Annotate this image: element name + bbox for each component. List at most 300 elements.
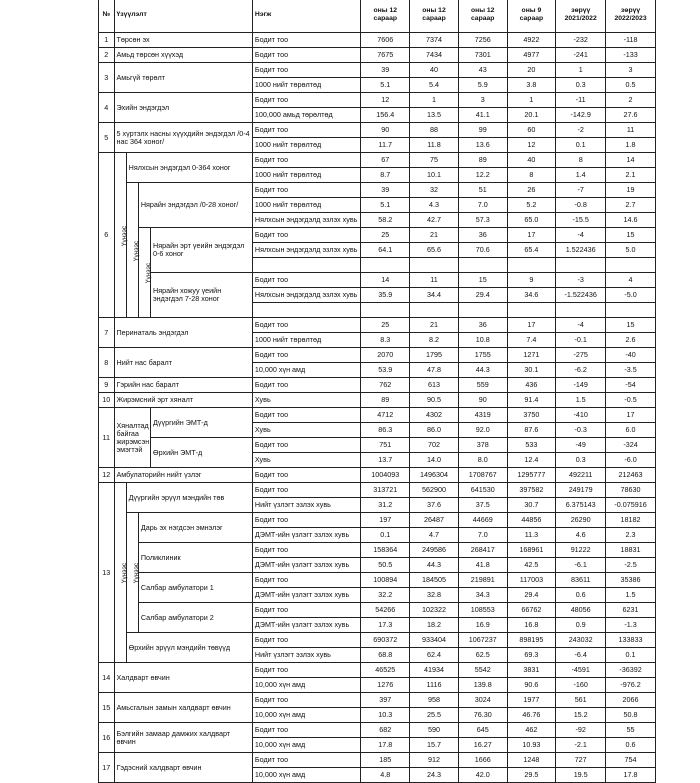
value-cell-4: 17 bbox=[507, 228, 556, 243]
value-cell-5: 83611 bbox=[556, 573, 606, 588]
value-cell-2: 75 bbox=[410, 153, 459, 168]
value-cell-1: 25 bbox=[361, 318, 410, 333]
unit-cell: Бодит тоо bbox=[252, 603, 361, 618]
value-cell-3: 16.9 bbox=[458, 618, 507, 633]
unit-cell: Бодит тоо bbox=[252, 378, 361, 393]
table-row bbox=[99, 63, 656, 78]
value-cell-2: 42.7 bbox=[410, 213, 459, 228]
value-cell-6: 2 bbox=[606, 93, 656, 108]
value-cell-4: 69.3 bbox=[507, 648, 556, 663]
vertical-label-text: Үүнээс bbox=[145, 262, 153, 284]
value-cell-3: 34.3 bbox=[458, 588, 507, 603]
header-col-5: зөрүү 2021/2022 bbox=[556, 0, 606, 33]
empty-cell bbox=[410, 303, 459, 318]
unit-cell: 1000 нийт төрөлтөд bbox=[252, 138, 361, 153]
value-cell-3: 44669 bbox=[458, 513, 507, 528]
value-cell-1: 8.3 bbox=[361, 333, 410, 348]
header-indicator: Үзүүлэлт bbox=[114, 0, 252, 33]
value-cell-5: -410 bbox=[556, 408, 606, 423]
unit-cell: Бодит тоо bbox=[252, 573, 361, 588]
value-cell-5: 0.3 bbox=[556, 453, 606, 468]
value-cell-3: 7256 bbox=[458, 33, 507, 48]
value-cell-3: 268417 bbox=[458, 543, 507, 558]
value-cell-3: 378 bbox=[458, 438, 507, 453]
indicator-label: 5 хүртэлх насны хүүхдийн эндэгдэл /0-4 нас 364 хоног/ bbox=[114, 123, 252, 153]
table-row bbox=[99, 273, 656, 288]
table-row bbox=[99, 318, 656, 333]
header-unit: Нэгж bbox=[252, 0, 361, 33]
row-number: 12 bbox=[99, 468, 115, 483]
table-row bbox=[99, 603, 656, 618]
value-cell-6: 78630 bbox=[606, 483, 656, 498]
value-cell-1: 4.8 bbox=[361, 768, 410, 783]
indicator-label: Нярайн хожуу үеийн эндэгдэл 7-28 хоног bbox=[151, 273, 253, 318]
value-cell-4: 20 bbox=[507, 63, 556, 78]
value-cell-2: 21 bbox=[410, 228, 459, 243]
value-cell-1: 13.7 bbox=[361, 453, 410, 468]
table-row bbox=[99, 723, 656, 738]
value-cell-4: 44856 bbox=[507, 513, 556, 528]
value-cell-3: 1755 bbox=[458, 348, 507, 363]
unit-cell: Бодит тоо bbox=[252, 48, 361, 63]
value-cell-6: 14 bbox=[606, 153, 656, 168]
unit-cell: ДЭМТ-ийн үзлэгт эзлэх хувь bbox=[252, 588, 361, 603]
value-cell-4: 29.4 bbox=[507, 588, 556, 603]
value-cell-1: 185 bbox=[361, 753, 410, 768]
value-cell-1: 5.1 bbox=[361, 198, 410, 213]
value-cell-4: 9 bbox=[507, 273, 556, 288]
sub-indicator-label: Өрхийн ЭМТ-д bbox=[151, 438, 253, 468]
value-cell-2: 86.0 bbox=[410, 423, 459, 438]
table-row bbox=[99, 633, 656, 648]
value-cell-5: -7 bbox=[556, 183, 606, 198]
unit-cell: 1000 нийт төрөлтөд bbox=[252, 168, 361, 183]
statistics-table bbox=[98, 0, 656, 783]
table-row bbox=[99, 693, 656, 708]
value-cell-6: 6.0 bbox=[606, 423, 656, 438]
value-cell-2: 32.8 bbox=[410, 588, 459, 603]
value-cell-3: 139.8 bbox=[458, 678, 507, 693]
value-cell-1: 10.3 bbox=[361, 708, 410, 723]
value-cell-6: 50.8 bbox=[606, 708, 656, 723]
value-cell-2: 41934 bbox=[410, 663, 459, 678]
value-cell-5: -92 bbox=[556, 723, 606, 738]
value-cell-5: -241 bbox=[556, 48, 606, 63]
value-cell-1: 64.1 bbox=[361, 243, 410, 258]
indicator-label: Гэрийн нас баралт bbox=[114, 378, 252, 393]
unit-cell: Бодит тоо bbox=[252, 153, 361, 168]
table-row bbox=[99, 348, 656, 363]
value-cell-1: 46525 bbox=[361, 663, 410, 678]
table-row bbox=[99, 93, 656, 108]
value-cell-5: 91222 bbox=[556, 543, 606, 558]
row-number: 7 bbox=[99, 318, 115, 348]
unit-cell: ДЭМТ-ийн үзлэгт эзлэх хувь bbox=[252, 528, 361, 543]
value-cell-6: 55 bbox=[606, 723, 656, 738]
value-cell-4: 87.6 bbox=[507, 423, 556, 438]
unit-cell: ДЭМТ-ийн үзлэгт эзлэх хувь bbox=[252, 558, 361, 573]
value-cell-6: -976.2 bbox=[606, 678, 656, 693]
value-cell-5: 0.1 bbox=[556, 138, 606, 153]
value-cell-5: -2 bbox=[556, 123, 606, 138]
header-col-4: оны 9 сараар bbox=[507, 0, 556, 33]
value-cell-4: 7.4 bbox=[507, 333, 556, 348]
table-row bbox=[99, 573, 656, 588]
value-cell-4: 40 bbox=[507, 153, 556, 168]
unit-cell: Нялхсын эндэгдэлд эзлэх хувь bbox=[252, 243, 361, 258]
table-row bbox=[99, 48, 656, 63]
header-col-3: оны 12 сараар bbox=[458, 0, 507, 33]
value-cell-2: 15.7 bbox=[410, 738, 459, 753]
value-cell-5: -142.9 bbox=[556, 108, 606, 123]
value-cell-4: 12.4 bbox=[507, 453, 556, 468]
table-row bbox=[99, 543, 656, 558]
value-cell-5: 48056 bbox=[556, 603, 606, 618]
value-cell-6: 19 bbox=[606, 183, 656, 198]
indicator-label: Халдварт өвчин bbox=[114, 663, 252, 693]
value-cell-6: 35386 bbox=[606, 573, 656, 588]
empty-cell bbox=[556, 258, 606, 273]
unit-cell: Бодит тоо bbox=[252, 513, 361, 528]
indicator-label: Амьд төрсөн хүүхэд bbox=[114, 48, 252, 63]
value-cell-2: 25.5 bbox=[410, 708, 459, 723]
unit-cell: Бодит тоо bbox=[252, 273, 361, 288]
value-cell-5: 492211 bbox=[556, 468, 606, 483]
value-cell-1: 32.2 bbox=[361, 588, 410, 603]
value-cell-6: 5.0 bbox=[606, 243, 656, 258]
unit-cell: ДЭМТ-ийн үзлэгт эзлэх хувь bbox=[252, 618, 361, 633]
value-cell-1: 7606 bbox=[361, 33, 410, 48]
value-cell-6: 2.7 bbox=[606, 198, 656, 213]
value-cell-5: -6.4 bbox=[556, 648, 606, 663]
empty-cell bbox=[606, 303, 656, 318]
value-cell-4: 12 bbox=[507, 138, 556, 153]
value-cell-2: 590 bbox=[410, 723, 459, 738]
value-cell-1: 25 bbox=[361, 228, 410, 243]
value-cell-6: 0.6 bbox=[606, 738, 656, 753]
value-cell-4: 16.8 bbox=[507, 618, 556, 633]
value-cell-6: -3.5 bbox=[606, 363, 656, 378]
empty-cell bbox=[361, 258, 410, 273]
value-cell-4: 30.7 bbox=[507, 498, 556, 513]
value-cell-3: 76.30 bbox=[458, 708, 507, 723]
value-cell-4: 898195 bbox=[507, 633, 556, 648]
value-cell-4: 11.3 bbox=[507, 528, 556, 543]
value-cell-2: 90.5 bbox=[410, 393, 459, 408]
value-cell-3: 10.8 bbox=[458, 333, 507, 348]
value-cell-4: 3831 bbox=[507, 663, 556, 678]
indicator-label: Перинаталь эндэгдэл bbox=[114, 318, 252, 348]
value-cell-5: -49 bbox=[556, 438, 606, 453]
row-number: 11 bbox=[99, 408, 115, 468]
value-cell-6: 212463 bbox=[606, 468, 656, 483]
value-cell-1: 2070 bbox=[361, 348, 410, 363]
unit-cell: 1000 нийт төрөлтөд bbox=[252, 78, 361, 93]
value-cell-1: 682 bbox=[361, 723, 410, 738]
row-number: 9 bbox=[99, 378, 115, 393]
value-cell-3: 41.1 bbox=[458, 108, 507, 123]
value-cell-2: 7374 bbox=[410, 33, 459, 48]
value-cell-6: 17.8 bbox=[606, 768, 656, 783]
value-cell-2: 4.3 bbox=[410, 198, 459, 213]
value-cell-4: 436 bbox=[507, 378, 556, 393]
value-cell-3: 36 bbox=[458, 228, 507, 243]
value-cell-1: 4712 bbox=[361, 408, 410, 423]
value-cell-1: 751 bbox=[361, 438, 410, 453]
value-cell-1: 14 bbox=[361, 273, 410, 288]
value-cell-5: 0.9 bbox=[556, 618, 606, 633]
empty-cell bbox=[606, 258, 656, 273]
value-cell-2: 1795 bbox=[410, 348, 459, 363]
row-number: 2 bbox=[99, 48, 115, 63]
value-cell-5: -1.522436 bbox=[556, 288, 606, 303]
unit-cell: Бодит тоо bbox=[252, 693, 361, 708]
value-cell-1: 5.1 bbox=[361, 78, 410, 93]
table-row bbox=[99, 438, 656, 453]
unit-cell: Бодит тоо bbox=[252, 183, 361, 198]
table-row bbox=[99, 753, 656, 768]
value-cell-1: 12 bbox=[361, 93, 410, 108]
value-cell-1: 67 bbox=[361, 153, 410, 168]
value-cell-5: 6.375143 bbox=[556, 498, 606, 513]
unit-cell: Нялхсын эндэгдэлд эзлэх хувь bbox=[252, 288, 361, 303]
value-cell-2: 24.3 bbox=[410, 768, 459, 783]
row-number: 16 bbox=[99, 723, 115, 753]
table-row bbox=[99, 513, 656, 528]
value-cell-2: 5.4 bbox=[410, 78, 459, 93]
vertical-label-text: Үүнээс bbox=[132, 562, 140, 584]
value-cell-1: 50.5 bbox=[361, 558, 410, 573]
indicator-label: Амьгүй төрөлт bbox=[114, 63, 252, 93]
value-cell-5: -149 bbox=[556, 378, 606, 393]
value-cell-3: 51 bbox=[458, 183, 507, 198]
value-cell-5: 727 bbox=[556, 753, 606, 768]
indicator-label: Нялхсын эндэгдэл 0-364 хоног bbox=[126, 153, 252, 183]
unit-cell: Бодит тоо bbox=[252, 63, 361, 78]
value-cell-1: 197 bbox=[361, 513, 410, 528]
value-cell-1: 89 bbox=[361, 393, 410, 408]
value-cell-4: 65.4 bbox=[507, 243, 556, 258]
value-cell-5: -4 bbox=[556, 318, 606, 333]
value-cell-1: 156.4 bbox=[361, 108, 410, 123]
header-no: № bbox=[99, 0, 115, 33]
unit-cell: Бодит тоо bbox=[252, 663, 361, 678]
unit-cell: Бодит тоо bbox=[252, 318, 361, 333]
value-cell-3: 99 bbox=[458, 123, 507, 138]
value-cell-4: 168961 bbox=[507, 543, 556, 558]
value-cell-4: 26 bbox=[507, 183, 556, 198]
indicator-label: Дарь эх нэгдсэн эмнэлэг bbox=[138, 513, 252, 543]
value-cell-2: 933404 bbox=[410, 633, 459, 648]
row-number: 3 bbox=[99, 63, 115, 93]
value-cell-6: 11 bbox=[606, 123, 656, 138]
value-cell-2: 10.1 bbox=[410, 168, 459, 183]
row-number: 14 bbox=[99, 663, 115, 693]
value-cell-6: 18182 bbox=[606, 513, 656, 528]
value-cell-5: -4591 bbox=[556, 663, 606, 678]
value-cell-1: 31.2 bbox=[361, 498, 410, 513]
value-cell-4: 4922 bbox=[507, 33, 556, 48]
value-cell-5: -0.1 bbox=[556, 333, 606, 348]
value-cell-6: 2.3 bbox=[606, 528, 656, 543]
table-row bbox=[99, 378, 656, 393]
value-cell-4: 3750 bbox=[507, 408, 556, 423]
value-cell-2: 37.6 bbox=[410, 498, 459, 513]
value-cell-2: 11.8 bbox=[410, 138, 459, 153]
value-cell-3: 13.6 bbox=[458, 138, 507, 153]
value-cell-3: 1067237 bbox=[458, 633, 507, 648]
value-cell-5: 0.6 bbox=[556, 588, 606, 603]
value-cell-4: 20.1 bbox=[507, 108, 556, 123]
indicator-label: Нийт нас баралт bbox=[114, 348, 252, 378]
value-cell-6: 15 bbox=[606, 228, 656, 243]
value-cell-4: 10.93 bbox=[507, 738, 556, 753]
value-cell-2: 912 bbox=[410, 753, 459, 768]
unit-cell: Хувь bbox=[252, 393, 361, 408]
row-number: 5 bbox=[99, 123, 115, 153]
value-cell-2: 11 bbox=[410, 273, 459, 288]
value-cell-3: 219891 bbox=[458, 573, 507, 588]
value-cell-1: 17.8 bbox=[361, 738, 410, 753]
empty-cell bbox=[507, 303, 556, 318]
value-cell-3: 3 bbox=[458, 93, 507, 108]
empty-cell bbox=[252, 303, 361, 318]
value-cell-5: -4 bbox=[556, 228, 606, 243]
empty-cell bbox=[556, 303, 606, 318]
value-cell-5: -0.8 bbox=[556, 198, 606, 213]
value-cell-2: 32 bbox=[410, 183, 459, 198]
value-cell-5: 4.6 bbox=[556, 528, 606, 543]
value-cell-6: 17 bbox=[606, 408, 656, 423]
value-cell-4: 117003 bbox=[507, 573, 556, 588]
value-cell-1: 313721 bbox=[361, 483, 410, 498]
value-cell-2: 14.0 bbox=[410, 453, 459, 468]
value-cell-1: 7675 bbox=[361, 48, 410, 63]
row-number: 4 bbox=[99, 93, 115, 123]
value-cell-2: 1 bbox=[410, 93, 459, 108]
table-row bbox=[99, 183, 656, 198]
unit-cell: Нялхсын эндэгдэлд эзлэх хувь bbox=[252, 213, 361, 228]
value-cell-3: 559 bbox=[458, 378, 507, 393]
value-cell-6: 133833 bbox=[606, 633, 656, 648]
value-cell-5: -0.3 bbox=[556, 423, 606, 438]
value-cell-3: 108553 bbox=[458, 603, 507, 618]
unit-cell: Нийт үзлэгт эзлэх хувь bbox=[252, 648, 361, 663]
value-cell-4: 42.5 bbox=[507, 558, 556, 573]
value-cell-3: 5542 bbox=[458, 663, 507, 678]
unit-cell: 1000 нийт төрөлтөд bbox=[252, 333, 361, 348]
value-cell-6: -6.0 bbox=[606, 453, 656, 468]
value-cell-6: -36392 bbox=[606, 663, 656, 678]
value-cell-2: 8.2 bbox=[410, 333, 459, 348]
value-cell-5: 249179 bbox=[556, 483, 606, 498]
empty-cell bbox=[252, 258, 361, 273]
value-cell-2: 4302 bbox=[410, 408, 459, 423]
row-number: 1 bbox=[99, 33, 115, 48]
value-cell-5: -2.1 bbox=[556, 738, 606, 753]
value-cell-6: 754 bbox=[606, 753, 656, 768]
value-cell-6: 27.6 bbox=[606, 108, 656, 123]
empty-cell bbox=[361, 303, 410, 318]
value-cell-1: 0.1 bbox=[361, 528, 410, 543]
value-cell-6: 1.8 bbox=[606, 138, 656, 153]
value-cell-5: 19.5 bbox=[556, 768, 606, 783]
value-cell-3: 4319 bbox=[458, 408, 507, 423]
value-cell-3: 3024 bbox=[458, 693, 507, 708]
unit-cell: Бодит тоо bbox=[252, 633, 361, 648]
unit-cell: Бодит тоо bbox=[252, 33, 361, 48]
empty-cell bbox=[507, 258, 556, 273]
value-cell-2: 18.2 bbox=[410, 618, 459, 633]
value-cell-2: 1496304 bbox=[410, 468, 459, 483]
unit-cell: 10,000 хүн амд bbox=[252, 738, 361, 753]
value-cell-5: 561 bbox=[556, 693, 606, 708]
value-cell-4: 533 bbox=[507, 438, 556, 453]
value-cell-3: 92.0 bbox=[458, 423, 507, 438]
value-cell-1: 690372 bbox=[361, 633, 410, 648]
value-cell-4: 1 bbox=[507, 93, 556, 108]
value-cell-4: 1977 bbox=[507, 693, 556, 708]
value-cell-6: 2066 bbox=[606, 693, 656, 708]
unit-cell: 10,000 хүн амд bbox=[252, 363, 361, 378]
value-cell-4: 66762 bbox=[507, 603, 556, 618]
row-number: 8 bbox=[99, 348, 115, 378]
value-cell-2: 47.8 bbox=[410, 363, 459, 378]
value-cell-6: -118 bbox=[606, 33, 656, 48]
table-row bbox=[99, 123, 656, 138]
value-cell-5: -232 bbox=[556, 33, 606, 48]
value-cell-1: 58.2 bbox=[361, 213, 410, 228]
empty-cell bbox=[458, 258, 507, 273]
value-cell-1: 35.9 bbox=[361, 288, 410, 303]
value-cell-6: -2.5 bbox=[606, 558, 656, 573]
value-cell-6: 15 bbox=[606, 318, 656, 333]
unit-cell: 10,000 хүн амд bbox=[252, 768, 361, 783]
value-cell-3: 5.9 bbox=[458, 78, 507, 93]
value-cell-4: 17 bbox=[507, 318, 556, 333]
value-cell-6: 0.5 bbox=[606, 78, 656, 93]
value-cell-6: -40 bbox=[606, 348, 656, 363]
value-cell-1: 39 bbox=[361, 63, 410, 78]
value-cell-6: -0.075916 bbox=[606, 498, 656, 513]
unit-cell: Бодит тоо bbox=[252, 123, 361, 138]
value-cell-5: 0.3 bbox=[556, 78, 606, 93]
value-cell-3: 70.6 bbox=[458, 243, 507, 258]
value-cell-2: 1116 bbox=[410, 678, 459, 693]
unit-cell: Бодит тоо bbox=[252, 753, 361, 768]
value-cell-3: 90 bbox=[458, 393, 507, 408]
value-cell-3: 641530 bbox=[458, 483, 507, 498]
value-cell-6: -5.0 bbox=[606, 288, 656, 303]
value-cell-5: 243032 bbox=[556, 633, 606, 648]
indicator-label: Өрхийн эрүүл мэндийн төвүүд bbox=[126, 633, 252, 663]
vertical-label-uunees-2 bbox=[126, 183, 138, 318]
unit-cell: 10,000 хүн амд bbox=[252, 708, 361, 723]
value-cell-6: 1.5 bbox=[606, 588, 656, 603]
value-cell-2: 702 bbox=[410, 438, 459, 453]
value-cell-6: 2.1 bbox=[606, 168, 656, 183]
row-number: 15 bbox=[99, 693, 115, 723]
value-cell-4: 46.76 bbox=[507, 708, 556, 723]
indicator-label: Салбар амбулатори 2 bbox=[138, 603, 252, 633]
value-cell-2: 88 bbox=[410, 123, 459, 138]
unit-cell: Бодит тоо bbox=[252, 468, 361, 483]
indicator-label: Төрсөн эх bbox=[114, 33, 252, 48]
unit-cell: 1000 нийт төрөлтөд bbox=[252, 198, 361, 213]
unit-cell: Бодит тоо bbox=[252, 348, 361, 363]
value-cell-2: 958 bbox=[410, 693, 459, 708]
table-row bbox=[99, 408, 656, 423]
